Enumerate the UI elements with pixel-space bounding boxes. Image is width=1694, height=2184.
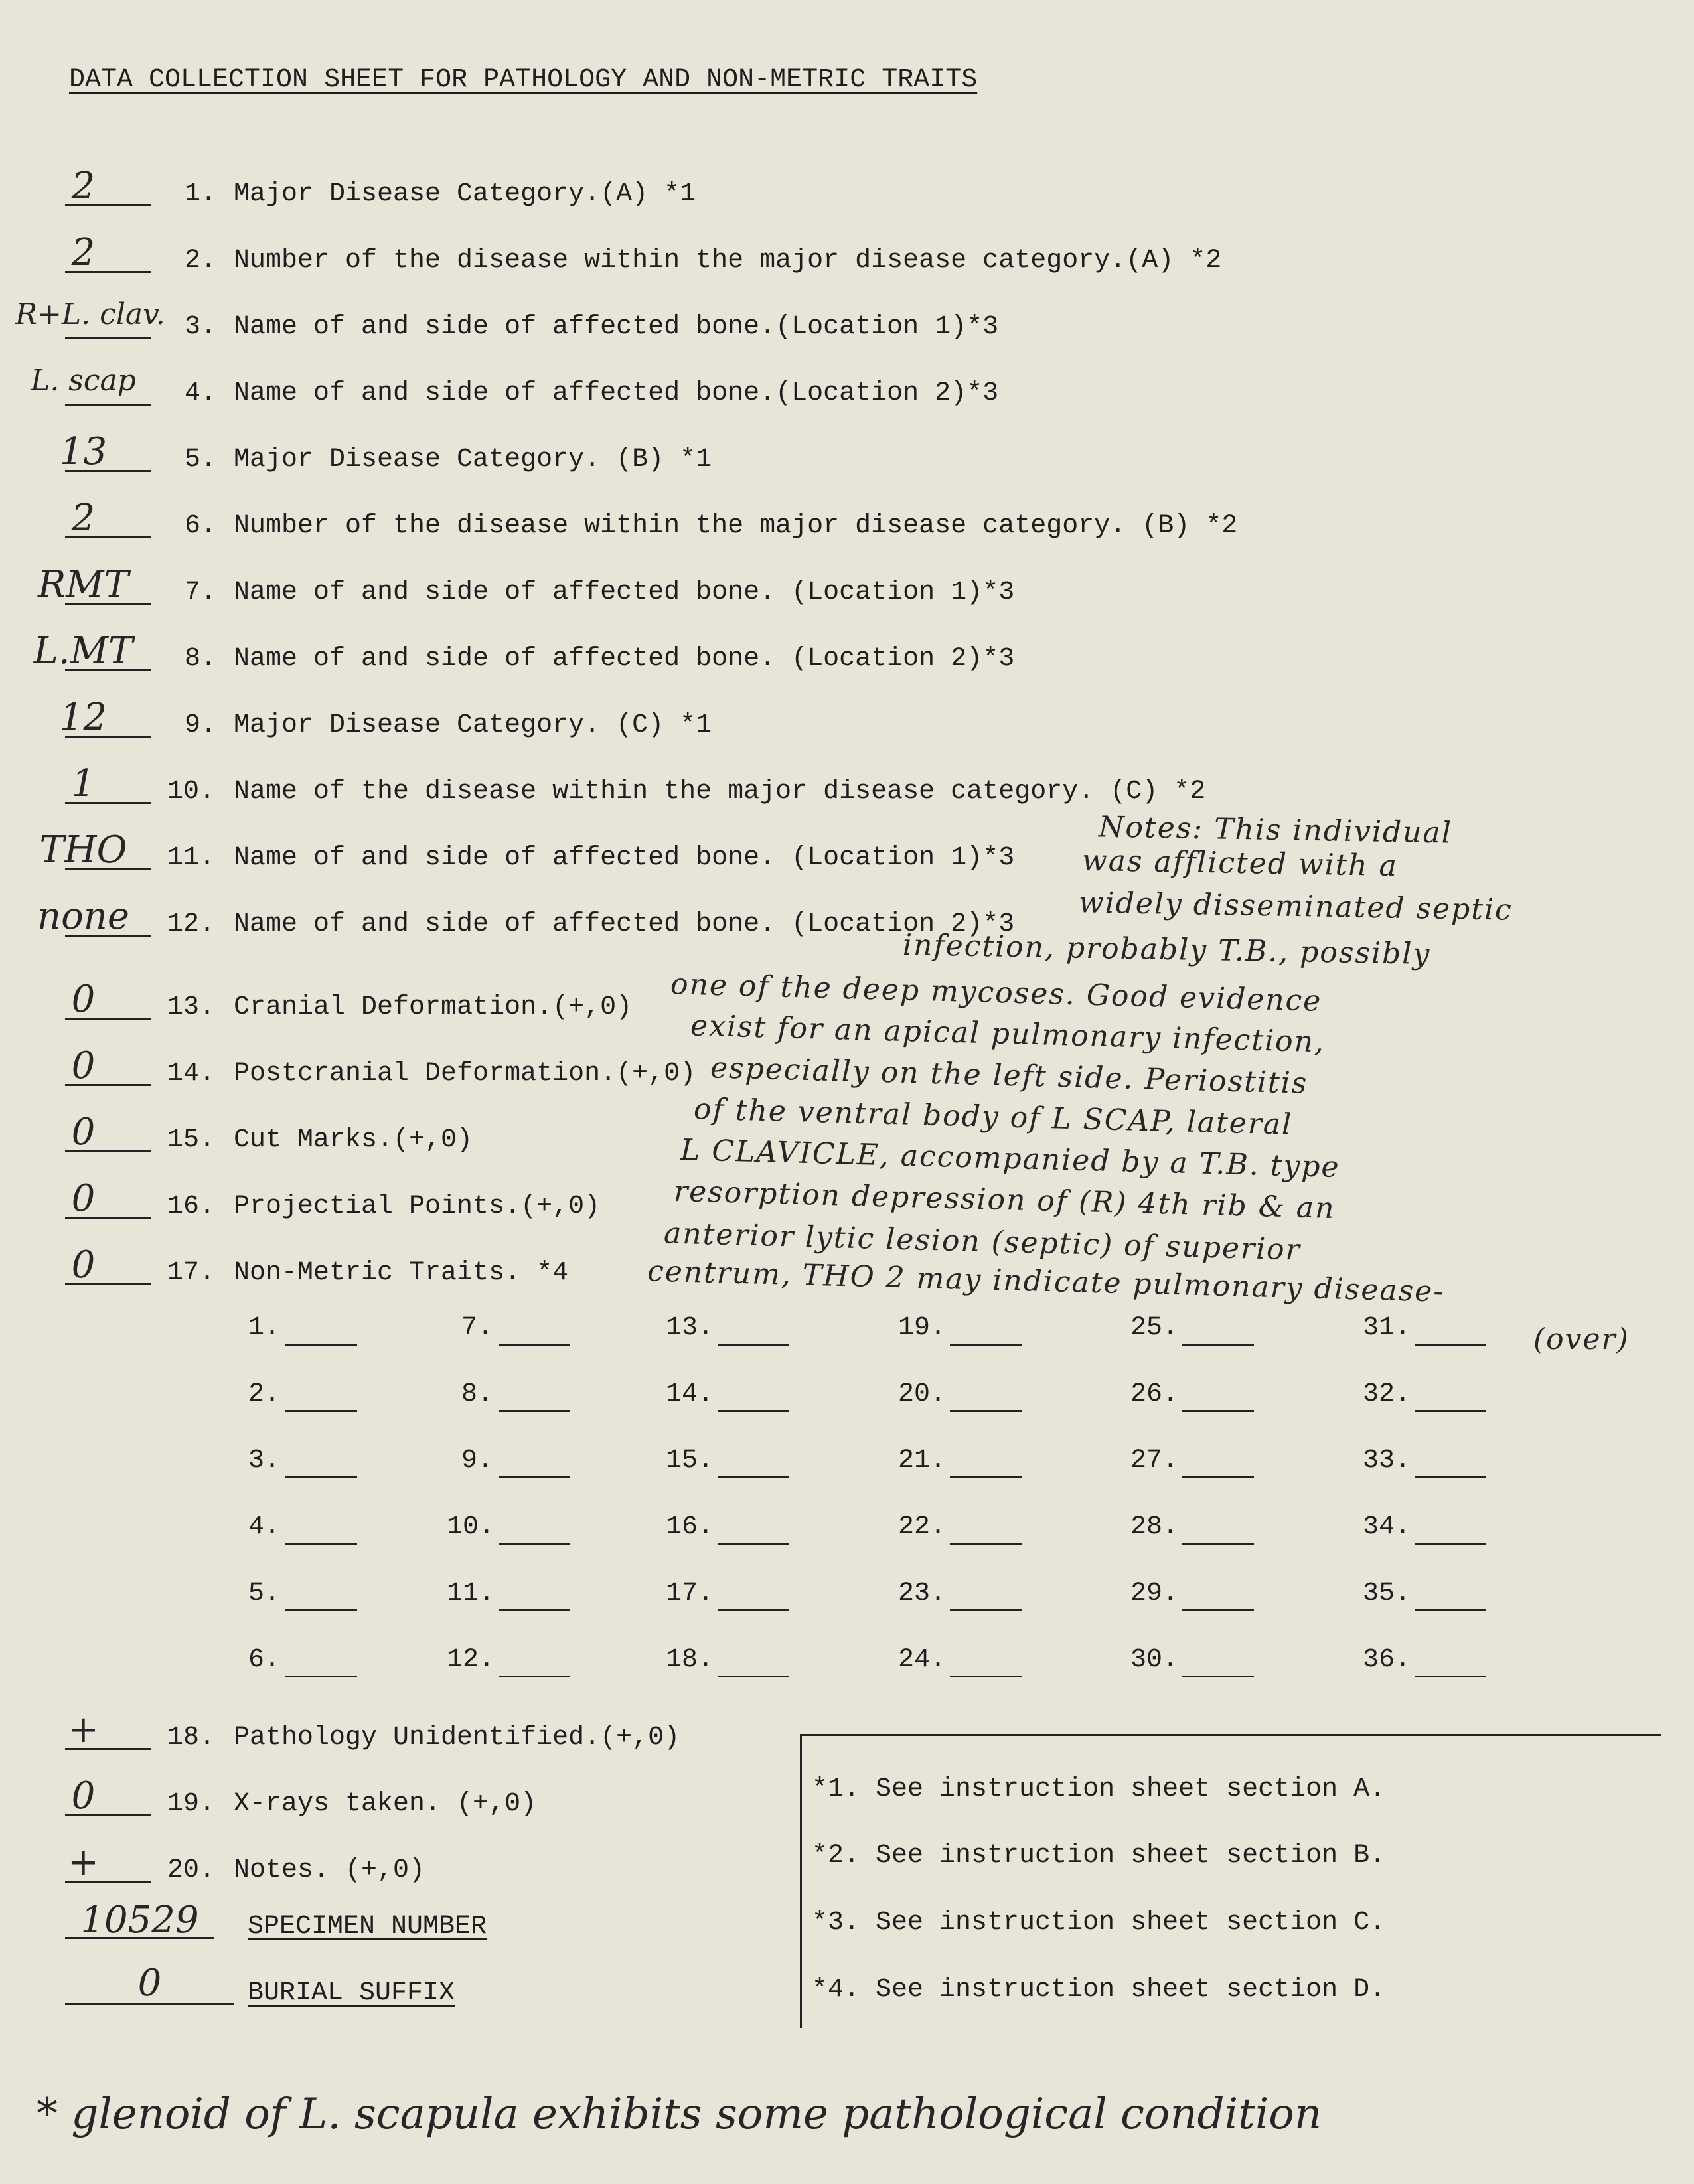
non-metric-trait-label: 10. [447, 1512, 495, 1542]
item-number: 16. [167, 1192, 216, 1221]
item-number: 7. [185, 578, 217, 607]
non-metric-trait-blank[interactable] [950, 1317, 1022, 1346]
item-number: 13. [167, 992, 216, 1022]
item-label: Postcranial Deformation.(+,0) [234, 1059, 696, 1089]
non-metric-trait-blank[interactable] [499, 1450, 570, 1478]
item-number: 17. [167, 1258, 216, 1288]
item-label: Name of and side of affected bone.(Location 2)*3 [234, 378, 999, 408]
non-metric-trait-blank[interactable] [285, 1649, 357, 1677]
item-label: Name of and side of affected bone. (Location 1)*3 [234, 843, 1015, 873]
non-metric-trait-label: 22. [898, 1512, 947, 1542]
non-metric-trait-label: 4. [248, 1512, 280, 1542]
non-metric-trait-blank[interactable] [718, 1516, 789, 1545]
non-metric-trait-label: 34. [1363, 1512, 1411, 1542]
non-metric-trait-blank[interactable] [285, 1383, 357, 1412]
non-metric-trait-label: 23. [898, 1579, 947, 1608]
non-metric-trait-blank[interactable] [1182, 1317, 1254, 1346]
item-answer-value: 0 [71, 1044, 96, 1087]
item-label: Major Disease Category. (C) *1 [234, 710, 712, 740]
item-answer-value: 0 [71, 978, 96, 1021]
item-label: Cut Marks.(+,0) [234, 1125, 473, 1155]
item-number: 9. [185, 710, 217, 740]
non-metric-trait-blank[interactable] [1182, 1450, 1254, 1478]
non-metric-trait-label: 25. [1130, 1313, 1179, 1343]
non-metric-trait-blank[interactable] [499, 1583, 570, 1611]
item-answer-value: 0 [71, 1774, 96, 1818]
item-label: Non-Metric Traits. *4 [234, 1258, 569, 1288]
note-line-4: infection, probably T.B., possibly [902, 928, 1431, 971]
note-line-5: one of the deep mycoses. Good evidence [670, 967, 1322, 1018]
item-label: Major Disease Category.(A) *1 [234, 179, 696, 209]
item-number: 11. [167, 843, 216, 873]
non-metric-trait-label: 21. [898, 1446, 947, 1476]
non-metric-trait-label: 13. [666, 1313, 714, 1343]
non-metric-trait-label: 2. [248, 1379, 280, 1409]
item-number: 10. [167, 777, 216, 807]
item-answer-value: 13 [59, 430, 108, 473]
item-number: 4. [185, 378, 217, 408]
non-metric-trait-label: 35. [1363, 1579, 1411, 1608]
non-metric-trait-label: 11. [447, 1579, 495, 1608]
non-metric-trait-blank[interactable] [499, 1383, 570, 1412]
page-title: DATA COLLECTION SHEET FOR PATHOLOGY AND NON-METRIC TRAITS [69, 65, 978, 95]
item-answer-value: THO [39, 828, 127, 872]
non-metric-trait-label: 15. [666, 1446, 714, 1476]
item-label: Major Disease Category. (B) *1 [234, 445, 712, 475]
item-answer-value: 0 [71, 1177, 96, 1220]
non-metric-trait-blank[interactable] [718, 1450, 789, 1478]
item-answer-value: RMT [38, 563, 129, 606]
non-metric-trait-label: 1. [248, 1313, 280, 1343]
non-metric-trait-blank[interactable] [285, 1583, 357, 1611]
item-number: 18. [167, 1723, 216, 1753]
non-metric-trait-label: 20. [898, 1379, 947, 1409]
non-metric-trait-blank[interactable] [1182, 1583, 1254, 1611]
note-line-9: L CLAVICLE, accompanied by a T.B. type [680, 1133, 1341, 1184]
specimen-number-label: SPECIMEN NUMBER [248, 1912, 487, 1942]
non-metric-trait-blank[interactable] [499, 1649, 570, 1677]
item-number: 1. [185, 179, 217, 209]
non-metric-trait-label: 17. [666, 1579, 714, 1608]
item-answer-value: 2 [71, 497, 96, 540]
non-metric-trait-label: 7. [461, 1313, 493, 1343]
non-metric-trait-label: 3. [248, 1446, 280, 1476]
non-metric-trait-label: 33. [1363, 1446, 1411, 1476]
reference-c: *3. See instruction sheet section C. [812, 1908, 1386, 1938]
non-metric-trait-blank[interactable] [285, 1450, 357, 1478]
non-metric-trait-blank[interactable] [950, 1450, 1022, 1478]
item-label: X-rays taken. (+,0) [234, 1789, 537, 1819]
item-label: Cranial Deformation.(+,0) [234, 992, 633, 1022]
item-label: Name of and side of affected bone.(Location 1)*3 [234, 312, 999, 342]
item-label: Number of the disease within the major disease category. (B) *2 [234, 511, 1238, 541]
item-number: 15. [167, 1125, 216, 1155]
non-metric-trait-blank[interactable] [950, 1583, 1022, 1611]
non-metric-trait-label: 18. [666, 1645, 714, 1675]
non-metric-trait-label: 9. [461, 1446, 493, 1476]
item-number: 3. [185, 312, 217, 342]
item-answer-value: + [68, 1841, 99, 1884]
burial-suffix-value: 0 [137, 1962, 162, 2005]
non-metric-trait-label: 5. [248, 1579, 280, 1608]
non-metric-trait-label: 8. [461, 1379, 493, 1409]
item-answer-value: L.MT [33, 629, 133, 672]
non-metric-trait-blank[interactable] [950, 1383, 1022, 1412]
item-number: 8. [185, 644, 217, 674]
item-number: 2. [185, 246, 217, 275]
non-metric-trait-blank[interactable] [950, 1516, 1022, 1545]
non-metric-trait-label: 24. [898, 1645, 947, 1675]
non-metric-trait-label: 32. [1363, 1379, 1411, 1409]
burial-suffix-label: BURIAL SUFFIX [248, 1978, 455, 2008]
note-line-13: (over) [1533, 1322, 1630, 1356]
item-number: 12. [167, 909, 216, 939]
non-metric-trait-label: 19. [898, 1313, 947, 1343]
item-number: 14. [167, 1059, 216, 1089]
non-metric-trait-label: 28. [1130, 1512, 1179, 1542]
non-metric-trait-blank[interactable] [718, 1583, 789, 1611]
non-metric-trait-label: 30. [1130, 1645, 1179, 1675]
note-line-12: centrum, THO 2 may indicate pulmonary disease- [647, 1254, 1445, 1309]
non-metric-trait-label: 26. [1130, 1379, 1179, 1409]
item-answer-value: 12 [59, 696, 108, 739]
item-label: Name of and side of affected bone. (Location 2)*3 [234, 644, 1015, 674]
item-answer-value: L. scap [31, 364, 136, 398]
item-label: Name of the disease within the major disease category. (C) *2 [234, 777, 1206, 807]
item-label: Pathology Unidentified.(+,0) [234, 1723, 680, 1753]
item-number: 20. [167, 1855, 216, 1885]
item-label: Projectial Points.(+,0) [234, 1192, 601, 1221]
item-answer-value: 0 [71, 1111, 96, 1154]
non-metric-trait-blank[interactable] [1182, 1383, 1254, 1412]
item-number: 5. [185, 445, 217, 475]
non-metric-trait-label: 12. [447, 1645, 495, 1675]
non-metric-trait-blank[interactable] [1415, 1516, 1486, 1545]
reference-b: *2. See instruction sheet section B. [812, 1841, 1386, 1871]
non-metric-trait-blank[interactable] [718, 1649, 789, 1677]
item-label: Number of the disease within the major disease category.(A) *2 [234, 246, 1222, 275]
non-metric-trait-blank[interactable] [718, 1383, 789, 1412]
specimen-number-value: 10529 [80, 1899, 199, 1942]
non-metric-trait-label: 29. [1130, 1579, 1179, 1608]
note-line-1: Notes: This individual [1098, 810, 1453, 850]
item-answer-value: 2 [71, 165, 96, 208]
note-line-6: exist for an apical pulmonary infection, [690, 1008, 1326, 1059]
non-metric-trait-blank[interactable] [1182, 1649, 1254, 1677]
non-metric-trait-blank[interactable] [499, 1317, 570, 1346]
non-metric-trait-label: 16. [666, 1512, 714, 1542]
item-label: Notes. (+,0) [234, 1855, 425, 1885]
non-metric-trait-label: 6. [248, 1645, 280, 1675]
item-number: 6. [185, 511, 217, 541]
non-metric-trait-blank[interactable] [1415, 1317, 1486, 1346]
item-label: Name of and side of affected bone. (Location 2)*3 [234, 909, 1015, 939]
non-metric-trait-label: 36. [1363, 1645, 1411, 1675]
item-answer-value: 2 [71, 231, 96, 274]
item-answer-value: none [37, 895, 129, 938]
non-metric-trait-blank[interactable] [1415, 1450, 1486, 1478]
non-metric-trait-label: 31. [1363, 1313, 1411, 1343]
item-number: 19. [167, 1789, 216, 1819]
non-metric-trait-blank[interactable] [1182, 1516, 1254, 1545]
non-metric-trait-blank[interactable] [1415, 1649, 1486, 1677]
non-metric-trait-blank[interactable] [950, 1649, 1022, 1677]
item-answer-value: 1 [71, 762, 96, 805]
item-answer-value: R+L. clav. [15, 297, 165, 331]
item-label: Name of and side of affected bone. (Location 1)*3 [234, 578, 1015, 607]
non-metric-trait-blank[interactable] [499, 1516, 570, 1545]
note-line-2: was afflicted with a [1081, 843, 1399, 884]
non-metric-trait-blank[interactable] [1415, 1583, 1486, 1611]
note-line-7: especially on the left side. Periostitis [710, 1051, 1308, 1101]
item-answer-value: 0 [71, 1243, 96, 1287]
non-metric-trait-blank[interactable] [718, 1317, 789, 1346]
note-line-10: resorption depression of (R) 4th rib & an [673, 1174, 1336, 1226]
reference-d: *4. See instruction sheet section D. [812, 1975, 1386, 2005]
non-metric-trait-blank[interactable] [285, 1516, 357, 1545]
reference-a: *1. See instruction sheet section A. [812, 1774, 1386, 1804]
non-metric-trait-label: 27. [1130, 1446, 1179, 1476]
note-line-3: widely disseminated septic [1078, 886, 1513, 927]
item-answer-value: + [68, 1708, 99, 1751]
non-metric-trait-blank[interactable] [1415, 1383, 1486, 1412]
non-metric-trait-blank[interactable] [285, 1317, 357, 1346]
note-line-8: of the ventral body of L SCAP, lateral [693, 1092, 1293, 1142]
footer-note: * glenoid of L. scapula exhibits some pathological condition [37, 2090, 1322, 2139]
note-line-11: anterior lytic lesion (septic) of superior [663, 1216, 1302, 1267]
non-metric-trait-label: 14. [666, 1379, 714, 1409]
